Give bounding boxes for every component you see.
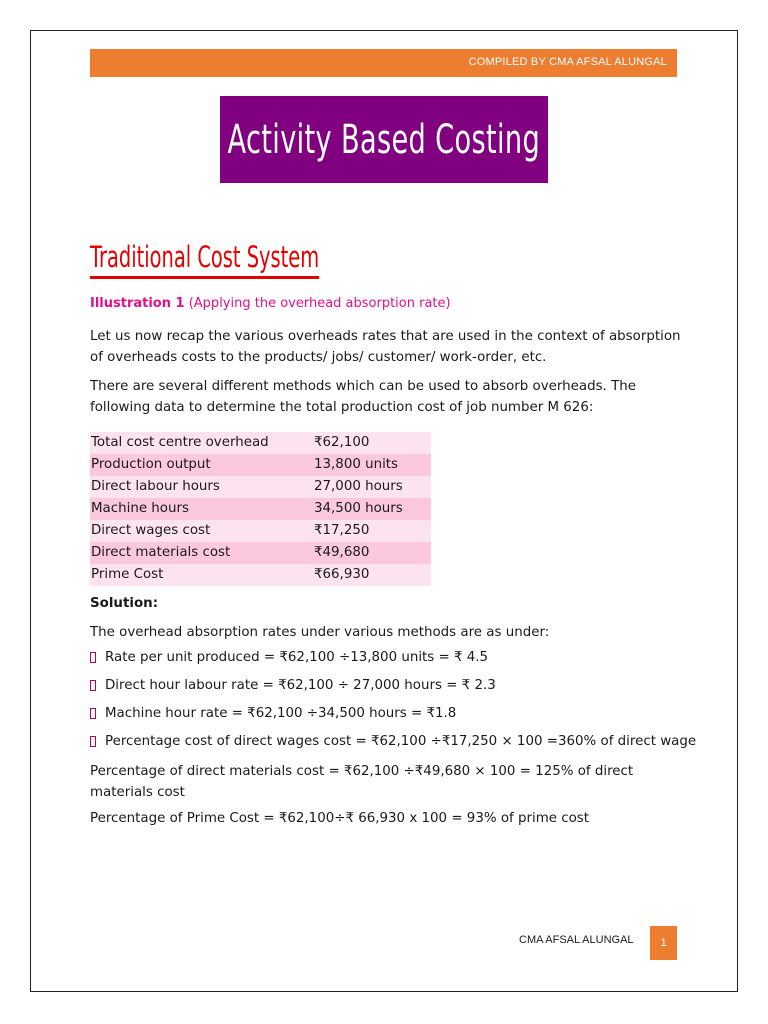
- solution-label: Solution:: [90, 596, 159, 611]
- missing-glyph-box-icon: [90, 652, 96, 663]
- table-cell-label: Total cost centre overhead: [91, 435, 269, 450]
- section-heading: Traditional Cost System: [90, 240, 319, 279]
- table-cell-value: ₹17,250: [314, 523, 370, 538]
- list-item-text: Machine hour rate = ₹62,100 ÷34,500 hours = ₹1.8: [105, 706, 457, 721]
- table-row: [90, 498, 431, 520]
- table-row: [90, 564, 431, 586]
- list-item: [90, 650, 488, 665]
- table-cell-label: Production output: [91, 457, 211, 472]
- table-cell-label: Direct materials cost: [91, 545, 231, 560]
- methods-paragraph: There are several different methods which can be used to absorb overheads. The following data to determine the total production cost of job number M 626:: [90, 379, 636, 415]
- table-cell-value: 34,500 hours: [314, 501, 403, 516]
- list-item-text: Rate per unit produced = ₹62,100 ÷13,800 units = ₹ 4.5: [105, 650, 489, 665]
- table-cell-value: ₹49,680: [314, 545, 370, 560]
- table-cell-value: ₹62,100: [314, 435, 370, 450]
- cost-data-table: [90, 432, 431, 586]
- table-cell-value: 27,000 hours: [314, 479, 403, 494]
- page-number-badge: 1: [650, 926, 677, 960]
- missing-glyph-box-icon: [90, 680, 96, 691]
- list-item-text: Percentage cost of direct wages cost = ₹62,100 ÷₹17,250 × 100 =360% of direct wage: [105, 734, 697, 749]
- table-row: [90, 432, 431, 454]
- header-bar: [90, 49, 677, 77]
- compiled-by-text: COMPILED BY CMA AFSAL ALUNGAL: [468, 56, 667, 68]
- illustration-line: [90, 296, 451, 311]
- illustration-label: Illustration 1: [90, 296, 185, 311]
- solution-intro: The overhead absorption rates under various methods are as under:: [90, 625, 550, 640]
- title-banner: [220, 96, 548, 183]
- missing-glyph-box-icon: [90, 708, 96, 719]
- prime-cost-percentage-line: Percentage of Prime Cost = ₹62,100÷₹ 66,930 x 100 = 93% of prime cost: [90, 811, 590, 826]
- table-cell-label: Direct wages cost: [91, 523, 211, 538]
- missing-glyph-box-icon: [90, 736, 96, 747]
- table-cell-value: 13,800 units: [314, 457, 399, 472]
- list-item: [90, 734, 696, 749]
- table-row: [90, 542, 431, 564]
- page-title: Activity Based Costing: [227, 116, 541, 163]
- table-cell-label: Prime Cost: [91, 567, 164, 582]
- materials-percentage-line: Percentage of direct materials cost = ₹62,100 ÷₹49,680 × 100 = 125% of direct materials cost: [90, 764, 634, 800]
- table-row: [90, 520, 431, 542]
- table-row: [90, 476, 431, 498]
- table-row: [90, 454, 431, 476]
- table-cell-label: Direct labour hours: [91, 479, 220, 494]
- table-cell-label: Machine hours: [91, 501, 189, 516]
- footer-author: CMA AFSAL ALUNGAL: [519, 934, 634, 946]
- list-item: [90, 678, 496, 693]
- intro-paragraph: Let us now recap the various overheads rates that are used in the context of absorption of overheads costs to the products/ jobs/ customer/ work-order, etc.: [90, 329, 681, 365]
- list-item-text: Direct hour labour rate = ₹62,100 ÷ 27,000 hours = ₹ 2.3: [105, 678, 496, 693]
- illustration-description: (Applying the overhead absorption rate): [188, 296, 451, 311]
- list-item: [90, 706, 456, 721]
- table-cell-value: ₹66,930: [314, 567, 370, 582]
